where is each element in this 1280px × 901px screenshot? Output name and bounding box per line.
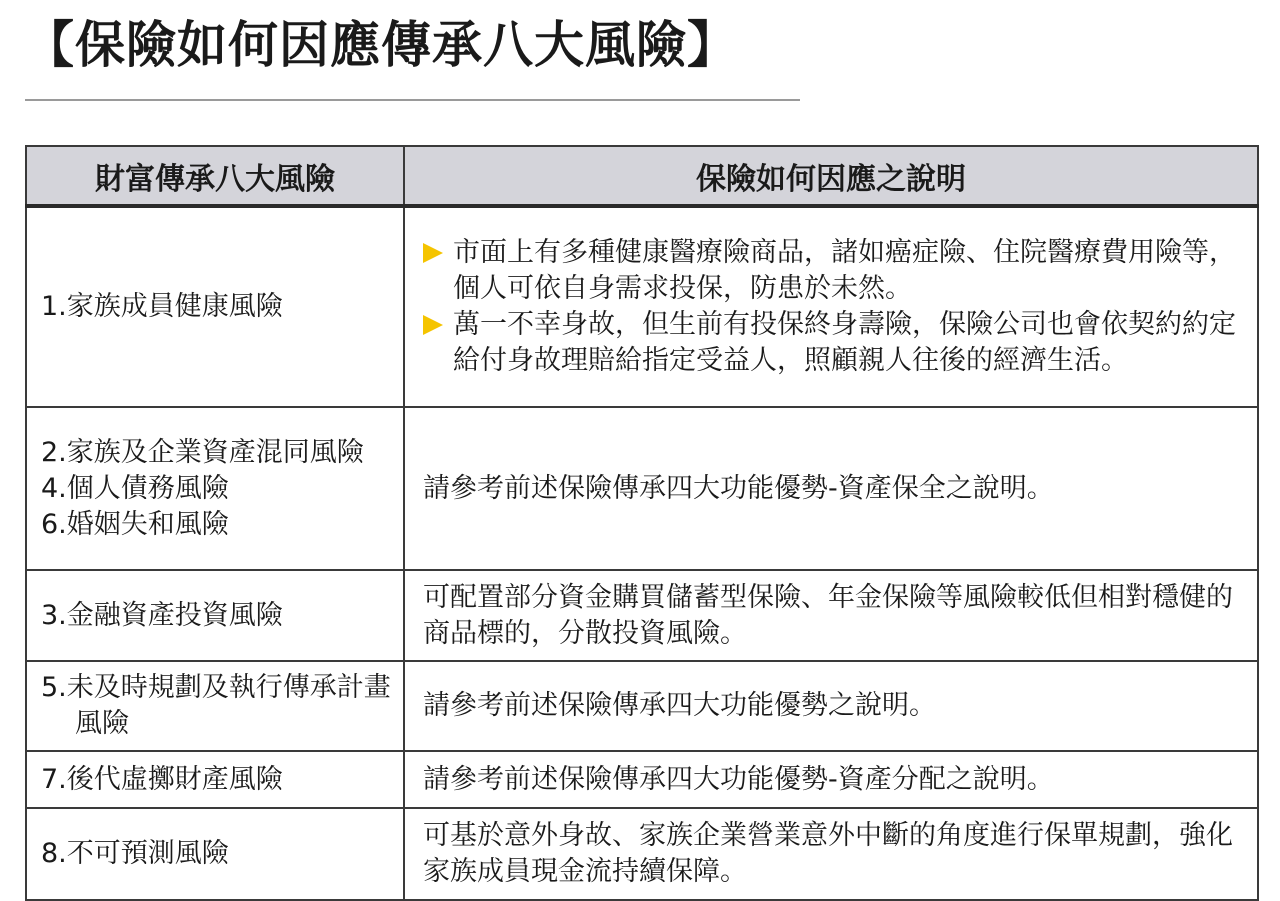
risk-label: 3.金融資產投資風險 [41, 599, 283, 631]
table-row [26, 751, 1258, 808]
risk-cell [26, 407, 404, 570]
bullet-item [423, 307, 1243, 379]
risk-table [25, 145, 1259, 901]
bullet-item [423, 235, 1243, 307]
response-text: 可配置部分資金購買儲蓄型保險、年金保險等風險較低但相對穩健的商品標的，分散投資風險。 [423, 581, 1233, 649]
response-cell [404, 661, 1258, 751]
response-cell [404, 808, 1258, 900]
response-text: 請參考前述保險傳承四大功能優勢-資產保全之說明。 [423, 472, 1054, 504]
risk-cell [26, 206, 404, 407]
risk-label: 1.家族成員健康風險 [41, 291, 283, 322]
response-cell [404, 206, 1258, 407]
triangle-right-icon [423, 315, 443, 335]
risk-label: 7.後代虛擲財產風險 [41, 763, 283, 795]
response-cell [404, 407, 1258, 570]
risk-cell [26, 661, 404, 751]
risk-label: 8.不可預測風險 [41, 838, 229, 869]
table-row [26, 206, 1258, 407]
bullet-text: 萬一不幸身故，但生前有投保終身壽險，保險公司也會依契約約定給付身故理賠給指定受益人，照顧親人往後的經濟生活。 [453, 309, 1236, 376]
risk-cell [26, 751, 404, 808]
table-header-row [26, 146, 1258, 206]
risk-cell [26, 808, 404, 900]
bullet-text: 市面上有多種健康醫療險商品，諸如癌症險、住院醫療費用險等，個人可依自身需求投保，防患於未然。 [453, 237, 1236, 304]
risk-label: 2.家族及企業資產混同風險 [41, 436, 364, 468]
title-divider [25, 99, 800, 101]
risk-label: 4.個人債務風險 [41, 472, 229, 504]
header-risk: 財富傳承八大風險 [26, 146, 404, 206]
response-text: 請參考前述保險傳承四大功能優勢之說明。 [423, 690, 936, 721]
risk-label: 5.未及時規劃及執行傳承計畫風險 [41, 672, 391, 739]
response-text: 可基於意外身故、家族企業營業意外中斷的角度進行保單規劃，強化家族成員現金流持續保障。 [423, 820, 1233, 887]
table-row [26, 570, 1258, 661]
risk-label: 6.婚姻失和風險 [41, 508, 229, 540]
table-row [26, 407, 1258, 570]
page-title: 【保險如何因應傳承八大風險】 [24, 16, 738, 74]
response-text: 請參考前述保險傳承四大功能優勢-資產分配之說明。 [423, 763, 1054, 795]
response-cell [404, 751, 1258, 808]
risk-cell [26, 570, 404, 661]
response-cell [404, 570, 1258, 661]
table-row [26, 661, 1258, 751]
triangle-right-icon [423, 243, 443, 263]
header-response: 保險如何因應之說明 [404, 146, 1258, 206]
table-row [26, 808, 1258, 900]
